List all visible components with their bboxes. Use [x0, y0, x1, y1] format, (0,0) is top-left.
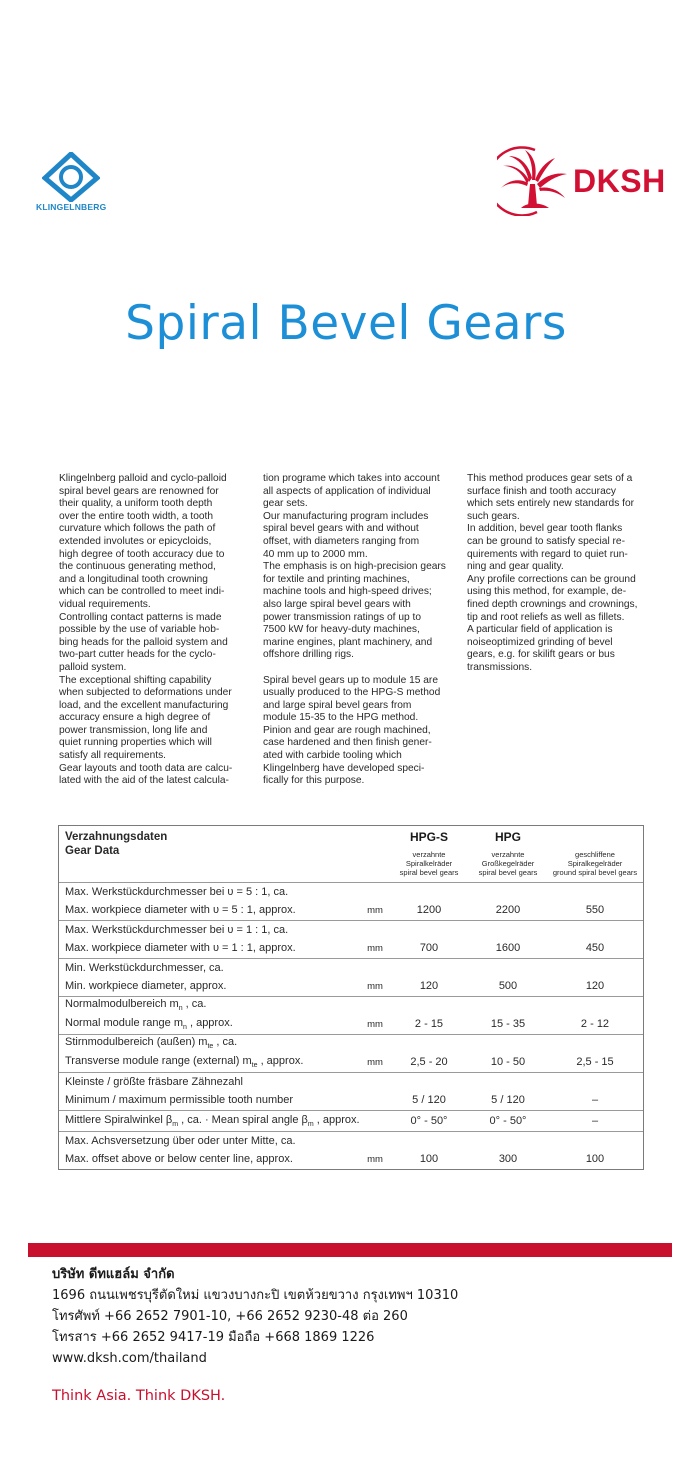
street-address: 1696 ถนนเพชรบุรีตัดใหม่ แขวงบางกะปิ เขตห้วยขวาง กรุงเทพฯ 10310: [52, 1288, 459, 1303]
table-header: [59, 826, 643, 883]
paragraph: The emphasis is on high-precision gears for textile and printing machines, machine tools and high-speed drives; also large spiral bevel gears with power transmission ratings of up to 7500 kW for heavy-duty machines, marine engines, plant machinery, and offshore drilling rigs.: [263, 561, 446, 661]
dksh-wordmark: DKSH: [573, 163, 666, 199]
gear-data-table: [58, 825, 644, 1170]
table-row: Kleinste / größte fräsbare Zähnezahl: [59, 1073, 643, 1091]
paragraph: Any profile corrections can be ground using this method, for example, de- fined depth crownings and crownings, tip and root reliefs as well as fillets.: [467, 573, 638, 623]
paragraph: Controlling contact patterns is made possible by the use of variable hob- bing heads for the palloid system and two-part cutter heads for the cyclo- palloid system.: [59, 611, 228, 673]
table-row: Mittlere Spiralwinkel $\beta_m$ , ca. · Mean spiral angle $\beta_m$ , approx. 0° - 50° 0° - 50° –: [59, 1111, 643, 1132]
paragraph: Gear layouts and tooth data are calcu- lated with the aid of the latest calcula-: [59, 762, 233, 787]
column-code: HPG-S: [409, 830, 448, 844]
phone-number: โทรศัพท์ +66 2652 7901-10, +66 2652 9230-48 ต่อ 260: [52, 1309, 408, 1324]
table-row: Normal module range $m_n$ , approx. mm 2 - 15 15 - 35 2 - 12: [65, 1016, 610, 1032]
column-header-hpgs: HPG-S verzahnte Spiralkelräder spiral bevel gears: [389, 826, 469, 883]
table-row: Stirnmodulbereich (außen) $m_{te}$ , ca.: [59, 1035, 643, 1053]
paragraph: The exceptional shifting capability when subjected to deformations under load, and the excellent manufacturing accuracy ensure a high degree of power transmission, long life and quiet running properties which will satisfy all requirements.: [59, 674, 232, 762]
paragraph: tion programe which takes into account all aspects of application of individual gear sets.: [263, 473, 440, 510]
table-row: Transverse module range (external) $m_{te}$ , approx. mm 2,5 - 20 10 - 50 2,5 - 15: [65, 1054, 614, 1070]
table-row: Minimum / maximum permissible tooth number 5 / 120 5 / 120 –: [65, 1094, 599, 1106]
company-address: [52, 1264, 458, 1369]
table-row: Max. Werkstückdurchmesser bei υ = 1 : 1, ca.: [59, 921, 643, 939]
table-row: Max. offset above or below center line, approx. mm 100 300 100: [65, 1153, 605, 1165]
column-code: HPG: [494, 830, 521, 844]
table-row: Max. workpiece diameter with υ = 5 : 1, approx. mm 1200 2200 550: [65, 904, 605, 916]
table-row: Max. workpiece diameter with υ = 1 : 1, approx. mm 700 1600 450: [65, 942, 605, 954]
text-column-3: [467, 473, 667, 675]
slogan: Think Asia. Think DKSH.: [52, 1388, 226, 1404]
text-column-2: [263, 473, 463, 788]
klingelnberg-wordmark: KLINGELNBERG: [36, 202, 107, 212]
dksh-logo: [497, 144, 677, 216]
table-row: Min. workpiece diameter, approx. mm 120 500 120: [65, 980, 605, 992]
table-row: Max. Achsversetzung über oder unter Mitte, ca.: [59, 1132, 643, 1150]
fax-number: โทรสาร +66 2652 9417-19 มือถือ +668 1869 1226: [52, 1330, 375, 1345]
klingelnberg-emblem-icon: [42, 152, 100, 202]
text-column-1: [59, 473, 259, 788]
table-title-en: Gear Data: [65, 845, 120, 857]
klingelnberg-logo: [36, 152, 106, 212]
table-title-de: Verzahnungsdaten: [65, 831, 168, 843]
table-row: Min. Werkstückdurchmesser, ca.: [59, 959, 643, 977]
table-row: Normalmodulbereich $m_n$ , ca.: [59, 997, 643, 1015]
paragraph: In addition, bevel gear tooth flanks can be ground to satisfy special re- quirements with regard to quiet run- ning and gear quality.: [467, 523, 628, 573]
paragraph: Klingelnberg palloid and cyclo-palloid spiral bevel gears are renowned for their quality, a uniform tooth depth over the entire tooth width, a tooth curvature which follows the path of extended involutes or epicycloids, high degree of tooth accuracy due to the continuous generating method, and a longitudinal tooth crowning which can be controlled to meet indi- vidual requirements.: [59, 473, 227, 610]
paragraph: This method produces gear sets of a surface finish and tooth accuracy which sets entirely new standards for such gears.: [467, 473, 635, 522]
page-title: Spiral Bevel Gears: [125, 296, 567, 351]
table-row: Max. Werkstückdurchmesser bei υ = 5 : 1, ca.: [59, 883, 643, 901]
website-link[interactable]: www.dksh.com/thailand: [52, 1351, 207, 1366]
column-header-ground: geschliffene Spiralkegelräder ground spiral bevel gears: [552, 850, 638, 877]
paragraph: Spiral bevel gears up to module 15 are usually produced to the HPG-S method and large spiral bevel gears from module 15-35 to the HPG method. Pinion and gear are rough machined, case hardened and then finish gener- ated with carbide tooling which Klingelnberg have developed speci- fically for this purpose.: [263, 674, 441, 787]
column-header-hpg: HPG verzahnte Großkegelräder spiral bevel gears: [469, 826, 547, 883]
paragraph: Our manufacturing program includes spiral bevel gears with and without offset, with diameters ranging from 40 mm up to 2000 mm.: [263, 510, 429, 560]
footer-red-bar: [28, 1243, 672, 1257]
company-name: บริษัท ดีทแฮล์ม จำกัด: [52, 1267, 175, 1282]
paragraph: A particular field of application is noiseoptimized grinding of bevel gears, e.g. for skilift gears or bus transmissions.: [467, 624, 615, 673]
dksh-palm-icon: [497, 144, 573, 216]
